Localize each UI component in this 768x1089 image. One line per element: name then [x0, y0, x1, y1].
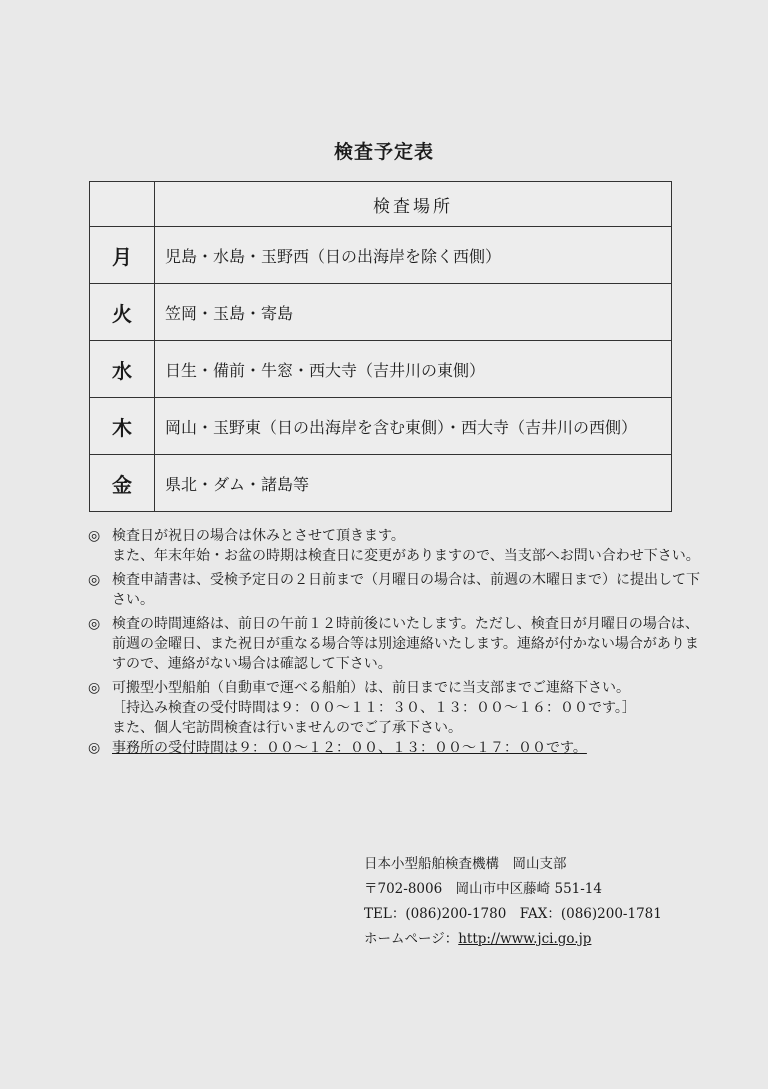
- bullet-mark-icon: ◎: [88, 528, 101, 544]
- note-line: 検査の時間連絡は、前日の午前１２時前後にいたします。ただし、検査日が月曜日の場合は、: [112, 616, 699, 632]
- note-line: ［持込み検査の受付時間は９：００～１１：３０、１３：００～１６：００です。］: [112, 700, 636, 716]
- note-line: 前週の金曜日、また祝日が重なる場合等は別途連絡いたします。連絡が付かない場合がありま: [112, 636, 699, 652]
- day-cell: 月: [90, 227, 155, 284]
- note-line: また、年末年始・お盆の時期は検査日に変更がありますので、当支部へお問い合わせ下さい。: [112, 548, 700, 564]
- location-cell: 児島・水島・玉野西（日の出海岸を除く西側）: [155, 227, 672, 284]
- note-application: [88, 570, 708, 610]
- bullet-mark-icon: ◎: [88, 740, 101, 756]
- contact-footer: [364, 852, 662, 952]
- page-title: 検査予定表: [333, 141, 434, 163]
- table-header-row: [90, 182, 672, 227]
- day-cell: 金: [90, 455, 155, 512]
- note-line: 可搬型小型船舶（自動車で運べる船舶）は、前日までに当支部までご連絡下さい。: [112, 680, 630, 696]
- location-cell: 笠岡・玉島・寄島: [155, 284, 672, 341]
- location-cell: 岡山・玉野東（日の出海岸を含む東側）・西大寺（吉井川の西側）: [155, 398, 672, 455]
- homepage-label: ホームページ：: [364, 931, 459, 947]
- note-holiday: [88, 526, 708, 566]
- bullet-mark-icon: ◎: [88, 616, 101, 632]
- inspection-schedule-table: [89, 181, 672, 512]
- table-row: [90, 284, 672, 341]
- note-line: すので、連絡がない場合は確認して下さい。: [112, 656, 392, 672]
- table-row: [90, 227, 672, 284]
- bullet-mark-icon: ◎: [88, 572, 101, 588]
- note-line: 事務所の受付時間は９：００～１２：００、１３：００～１７：００です。: [112, 740, 587, 756]
- bullet-mark-icon: ◎: [88, 680, 101, 696]
- table-corner-cell: [90, 182, 155, 227]
- organization-name: 日本小型船舶検査機構 岡山支部: [364, 856, 567, 872]
- location-cell: 県北・ダム・諸島等: [155, 455, 672, 512]
- table-header-location: 検査場所: [155, 182, 672, 227]
- note-line: また、個人宅訪問検査は行いませんのでご了承下さい。: [112, 720, 462, 736]
- note-time-contact: [88, 614, 708, 674]
- table-row: [90, 341, 672, 398]
- table-row: [90, 455, 672, 512]
- day-cell: 木: [90, 398, 155, 455]
- phone-fax: TEL：(086)200-1780 FAX：(086)200-1781: [364, 906, 662, 922]
- note-line: 検査申請書は、受検予定日の２日前まで（月曜日の場合は、前週の木曜日まで）に提出して下: [112, 572, 700, 588]
- homepage-link[interactable]: http://www.jci.go.jp: [458, 931, 592, 947]
- note-line: 検査日が祝日の場合は休みとさせて頂きます。: [112, 528, 405, 544]
- note-line: さい。: [112, 592, 154, 608]
- postal-address: 〒702-8006 岡山市中区藤崎 551-14: [364, 881, 602, 897]
- day-cell: 火: [90, 284, 155, 341]
- note-portable-boat: [88, 678, 708, 738]
- note-office-hours: [88, 738, 708, 758]
- location-cell: 日生・備前・牛窓・西大寺（吉井川の東側）: [155, 341, 672, 398]
- table-row: [90, 398, 672, 455]
- day-cell: 水: [90, 341, 155, 398]
- homepage-row: [364, 927, 662, 952]
- notes-section: [88, 526, 708, 758]
